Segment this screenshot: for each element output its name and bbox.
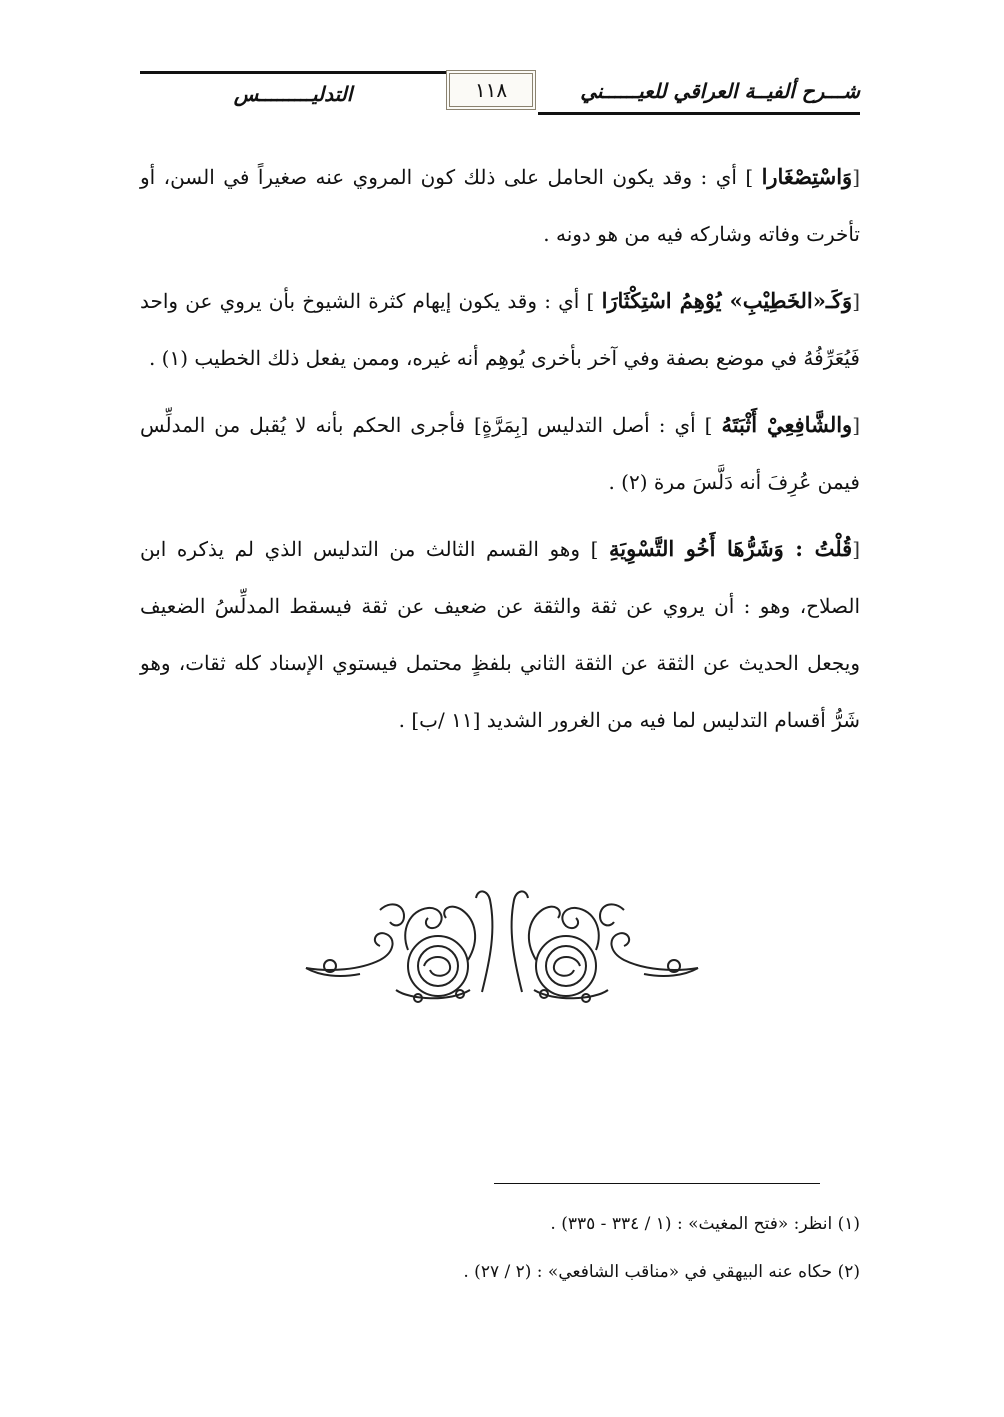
page-number: ١١٨	[446, 70, 536, 110]
paragraph-1: [وَاسْتِصْغَارا ] أي : وقد يكون الحامل على ذلك كون المروي عنه صغيراً في السن، أو تأخرت وفاته وشاركه فيه من هو دونه .	[140, 164, 860, 246]
header-rule-left	[140, 71, 446, 74]
footnote-2: (٢) حكاه عنه البيهقي في «مناقب الشافعي» : (٢ / ٢٧) .	[463, 1262, 860, 1282]
paragraph-4: [قُلْتُ : وَشَرُّهَا أَخُو التَّسْوِيَةِ ] وهو القسم الثالث من التدليس الذي لم يذكره ابن الصلاح، وهو : أن يروي عن ثقة والثقة عن ضعيف عن ثقة فيسقط المدلِّسُ الضعيف ويجعل الحديث عن الثقة عن الثقة الثاني بلفظٍ محتمل فيستوي الإسناد كله ثقات، وهو شَرُّ أقسام التدليس لما فيه من الغرور الشديد [١١ /ب] .	[140, 536, 861, 732]
verse-keyword: والشَّافِعِيْ أَثْبَتَهُ	[721, 412, 853, 437]
verse-keyword: وَكَـ«الخَطِيْبِ» يُوْهِمُ اسْتِكْثَارَا	[601, 288, 853, 313]
footnote-separator	[494, 1183, 820, 1184]
paragraph-3: [والشَّافِعِيْ أَثْبَتَهُ ] أي : أصل التدليس [بِمَرَّةٍ] فأجرى الحكم بأنه لا يُقبل من المدلِّس فيمن عُرِفَ أنه دَلَّسَ مرة (٢) .	[140, 412, 860, 494]
floral-ornament-icon	[300, 880, 704, 1008]
main-text	[140, 148, 860, 758]
verse-keyword: قُلْتُ : وَشَرُّهَا أَخُو التَّسْوِيَةِ	[608, 536, 853, 561]
verse-keyword: وَاسْتِصْغَارا	[761, 164, 853, 189]
paragraph-text: ] أي : وقد يكون الحامل على ذلك كون المروي عنه صغيراً في السن، أو تأخرت وفاته وشاركه فيه من هو دونه .	[140, 165, 860, 246]
paragraph-text: ] وهو القسم الثالث من التدليس الذي لم يذكره ابن الصلاح، وهو : أن يروي عن ثقة والثقة عن ضعيف عن ثقة فيسقط المدلِّسُ الضعيف ويجعل الحديث عن الثقة عن الثقة الثاني بلفظٍ محتمل فيستوي الإسناد كله ثقات، وهو شَرُّ أقسام التدليس لما فيه من الغرور الشديد [١١ /ب] .	[140, 537, 860, 732]
footnote-1: (١) انظر: «فتح المغيث» : (١ / ٣٣٤ - ٣٣٥) .	[550, 1214, 860, 1234]
header-rule-right	[538, 112, 860, 115]
footnotes	[400, 1200, 860, 1296]
paragraph-2: [وَكَـ«الخَطِيْبِ» يُوْهِمُ اسْتِكْثَارَا ] أي : وقد يكون إيهام كثرة الشيوخ بأن يروي عن واحد فَيُعَرِّفُهُ في موضع بصفة وفي آخر بأخرى يُوهِم أنه غيره، وممن يفعل ذلك الخطيب (١) .	[140, 288, 860, 370]
paragraph-text: ] أي : أصل التدليس [بِمَرَّةٍ] فأجرى الحكم بأنه لا يُقبل من المدلِّس فيمن عُرِفَ أنه دَلَّسَ مرة (٢) .	[140, 413, 860, 494]
paragraph-text: ] أي : وقد يكون إيهام كثرة الشيوخ بأن يروي عن واحد فَيُعَرِّفُهُ في موضع بصفة وفي آخر بأخرى يُوهِم أنه غيره، وممن يفعل ذلك الخطيب (١) .	[140, 289, 860, 370]
chapter-title: التدليـــــــــس	[233, 82, 353, 106]
book-title: شـــرح ألفيــة العراقي للعيــــــني	[580, 79, 860, 103]
